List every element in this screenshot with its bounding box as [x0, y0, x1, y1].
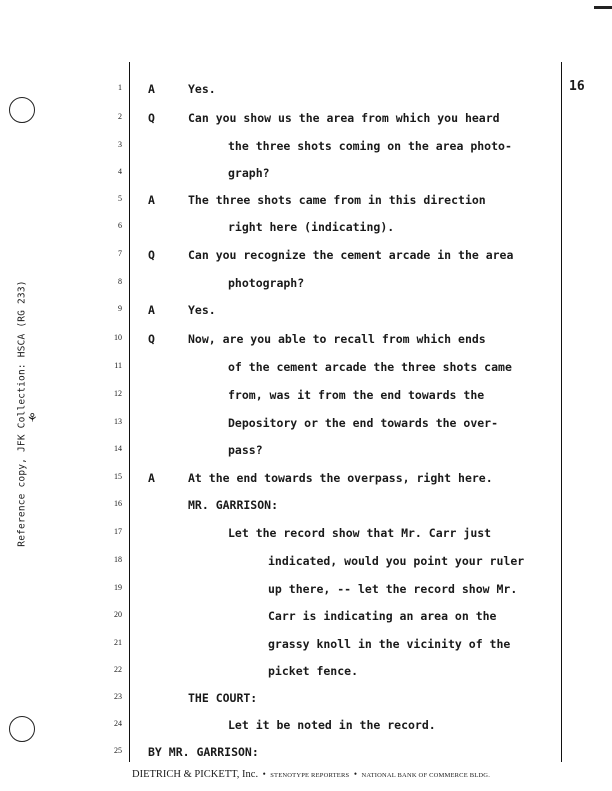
line-number: 7 [118, 249, 122, 258]
line-number: 12 [114, 389, 122, 398]
line-number: 21 [114, 638, 122, 647]
transcript-line-text: Depository or the end towards the over- [228, 416, 499, 430]
line-number: 16 [114, 499, 122, 508]
footer-address: NATIONAL BANK OF COMMERCE BLDG. [361, 772, 491, 779]
line-number: 2 [118, 112, 122, 121]
page-number: 16 [569, 79, 585, 94]
footer-sep-2: • [353, 769, 357, 779]
line-number: 24 [114, 719, 122, 728]
transcript-line-text: Can you recognize the cement arcade in the area [188, 248, 514, 262]
line-number: 9 [118, 304, 122, 313]
transcript-line-text: from, was it from the end towards the [228, 388, 485, 402]
speaker-label: Q [148, 111, 155, 125]
line-number: 25 [114, 746, 122, 755]
line-number: 10 [114, 333, 122, 342]
transcript-line-text: picket fence. [268, 664, 359, 678]
transcript-line-text: The three shots came from in this direction [188, 193, 486, 207]
transcript-line-text: Can you show us the area from which you heard [188, 111, 500, 125]
speaker-label: A [148, 471, 155, 485]
left-margin-rule [129, 62, 130, 762]
side-reference-stamp: Reference copy, JFK Collection: HSCA (RG 233) [16, 280, 28, 547]
top-edge-mark [594, 6, 612, 9]
footer-firm: DIETRICH & PICKETT, Inc. [132, 769, 259, 780]
transcript-line-text: BY MR. GARRISON: [148, 745, 259, 759]
transcript-line-text: Let the record show that Mr. Carr just [228, 526, 492, 540]
right-margin-rule [561, 62, 562, 762]
transcript-line-text: At the end towards the overpass, right here. [188, 471, 493, 485]
footer [132, 769, 490, 780]
line-number: 15 [114, 472, 122, 481]
transcript-line-text: photograph? [228, 276, 305, 290]
transcript-line-text: pass? [228, 443, 263, 457]
line-number: 6 [118, 221, 122, 230]
transcript-line-text: Now, are you able to recall from which ends [188, 332, 486, 346]
transcript-line-text: the three shots coming on the area photo- [228, 139, 512, 153]
line-number: 23 [114, 692, 122, 701]
speaker-label: A [148, 193, 155, 207]
line-number: 13 [114, 417, 122, 426]
line-number: 3 [118, 140, 122, 149]
transcript-line-text: THE COURT: [188, 691, 258, 705]
line-number: 4 [118, 167, 122, 176]
transcript-line-text: of the cement arcade the three shots came [228, 360, 512, 374]
transcript-line-text: graph? [228, 166, 270, 180]
speaker-label: A [148, 303, 155, 317]
binder-hole-bottom [9, 716, 35, 742]
transcript-line-text: MR. GARRISON: [188, 498, 279, 512]
line-number: 18 [114, 555, 122, 564]
line-number: 14 [114, 444, 122, 453]
footer-sep-1: • [262, 769, 266, 779]
transcript-line-text: Yes. [188, 303, 216, 317]
speaker-label: Q [148, 332, 155, 346]
line-number: 11 [114, 361, 122, 370]
line-number: 20 [114, 610, 122, 619]
footer-service: STENOTYPE REPORTERS [270, 772, 350, 779]
transcript-line-text: grassy knoll in the vicinity of the [268, 637, 511, 651]
line-number: 17 [114, 527, 122, 536]
line-number: 8 [118, 277, 122, 286]
transcript-line-text: up there, -- let the record show Mr. [268, 582, 518, 596]
transcript-line-text: Yes. [188, 82, 216, 96]
line-number: 1 [118, 83, 122, 92]
line-number: 22 [114, 665, 122, 674]
speaker-label: A [148, 82, 155, 96]
line-number: 5 [118, 194, 122, 203]
transcript-line-text: Carr is indicating an area on the [268, 609, 497, 623]
binder-hole-top [9, 97, 35, 123]
transcript-line-text: indicated, would you point your ruler [268, 554, 525, 568]
transcript-line-text: Let it be noted in the record. [228, 718, 436, 732]
line-number: 19 [114, 583, 122, 592]
margin-mark-icon: ⚘ [28, 410, 37, 426]
speaker-label: Q [148, 248, 155, 262]
transcript-line-text: right here (indicating). [228, 220, 395, 234]
